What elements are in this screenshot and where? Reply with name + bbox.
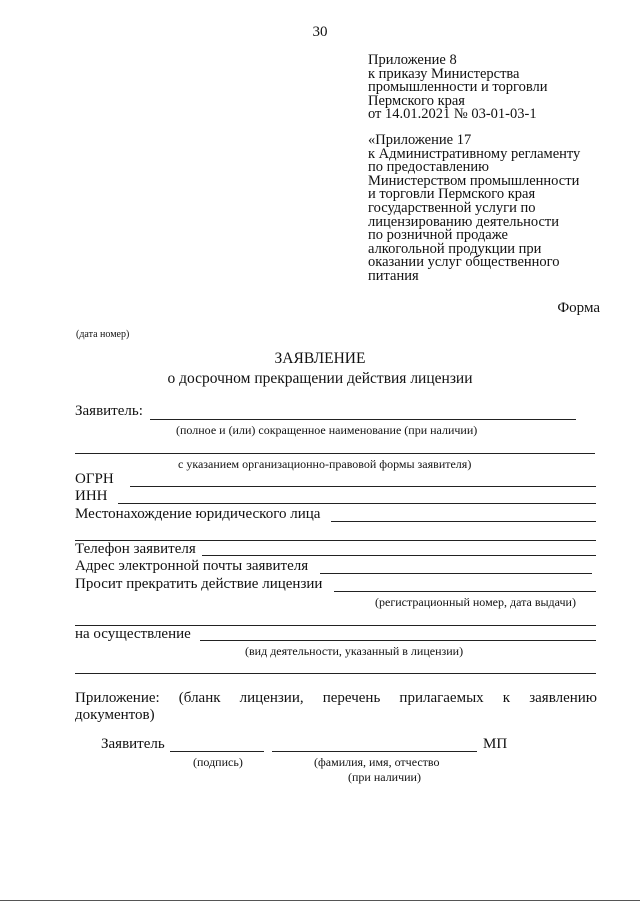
org-form-input-line[interactable] [75,453,595,454]
applicant-input-line[interactable] [150,419,576,420]
appendix-17-block [368,134,580,284]
activity-label: на осуществление [75,626,191,642]
activity-input-line-2[interactable] [75,673,596,674]
email-input-line[interactable] [320,573,592,574]
form-label: Форма [557,300,600,316]
org-form-caption: с указанием организационно-правовой формы заявителя) [178,457,472,471]
appendix-17-line: оказании услуг общественного [368,254,560,271]
attachment-line-2: документов) [75,707,155,723]
applicant-caption: (полное и (или) сокращенное наименование (при наличии) [176,423,478,437]
appendix-8-line: Пермского края [368,92,465,109]
appendix-17-line: по предоставлению [368,159,489,176]
email-label: Адрес электронной почты заявителя [75,558,309,574]
applicant-label: Заявитель: [75,403,143,419]
activity-input-line[interactable] [200,640,596,641]
appendix-17-line: к Административному регламенту [368,145,581,162]
appendix-17-line: и торговли Пермского края [368,186,536,203]
attachment-line: Приложение: (бланк лицензии, перечень прилагаемых к заявлению [75,690,597,706]
signature-input-line[interactable] [170,751,264,752]
ogrn-label: ОГРН [75,471,114,487]
stamp-label: МП [483,736,508,752]
signature-label: Заявитель [101,736,165,752]
document-title: ЗАЯВЛЕНИЕ [274,350,366,367]
appendix-8-line: промышленности и торговли [368,79,548,96]
request-input-line[interactable] [334,591,596,592]
request-caption: (регистрационный номер, дата выдачи) [375,595,576,609]
full-name-caption: (фамилия, имя, отчество [314,755,440,769]
signature-caption: (подпись) [193,755,243,769]
request-label: Просит прекратить действие лицензии [75,576,323,592]
location-label: Местонахождение юридического лица [75,506,321,522]
inn-label: ИНН [75,488,108,504]
appendix-8-block [368,54,548,122]
phone-input-line[interactable] [202,555,596,556]
full-name-input-line[interactable] [272,751,477,752]
appendix-17-line: питания [368,267,419,284]
appendix-17-line: по розничной продаже [368,227,508,244]
location-input-line[interactable] [331,521,596,522]
document-subtitle: о досрочном прекращении действия лицензии [167,370,473,387]
appendix-8-line: к приказу Министерства [368,65,520,82]
appendix-17-line: «Приложение 17 [368,132,472,148]
appendix-17-line: Министерством промышленности [368,172,580,189]
appendix-17-line: алкогольной продукции при [368,240,542,257]
appendix-17-line: лицензированию деятельности [368,213,560,230]
phone-label: Телефон заявителя [75,541,196,557]
inn-input-line[interactable] [118,503,596,504]
appendix-17-line: государственной услуги по [368,199,536,216]
date-number-caption: (дата номер) [76,329,130,340]
activity-caption: (вид деятельности, указанный в лицензии) [245,644,464,658]
ogrn-input-line[interactable] [130,486,596,487]
page-number: 30 [312,24,328,40]
appendix-8-line: Приложение 8 [368,52,457,68]
page-bottom-rule [0,900,640,901]
appendix-8-line: от 14.01.2021 № 03-01-03-1 [368,106,537,123]
full-name-caption-2: (при наличии) [348,770,421,784]
